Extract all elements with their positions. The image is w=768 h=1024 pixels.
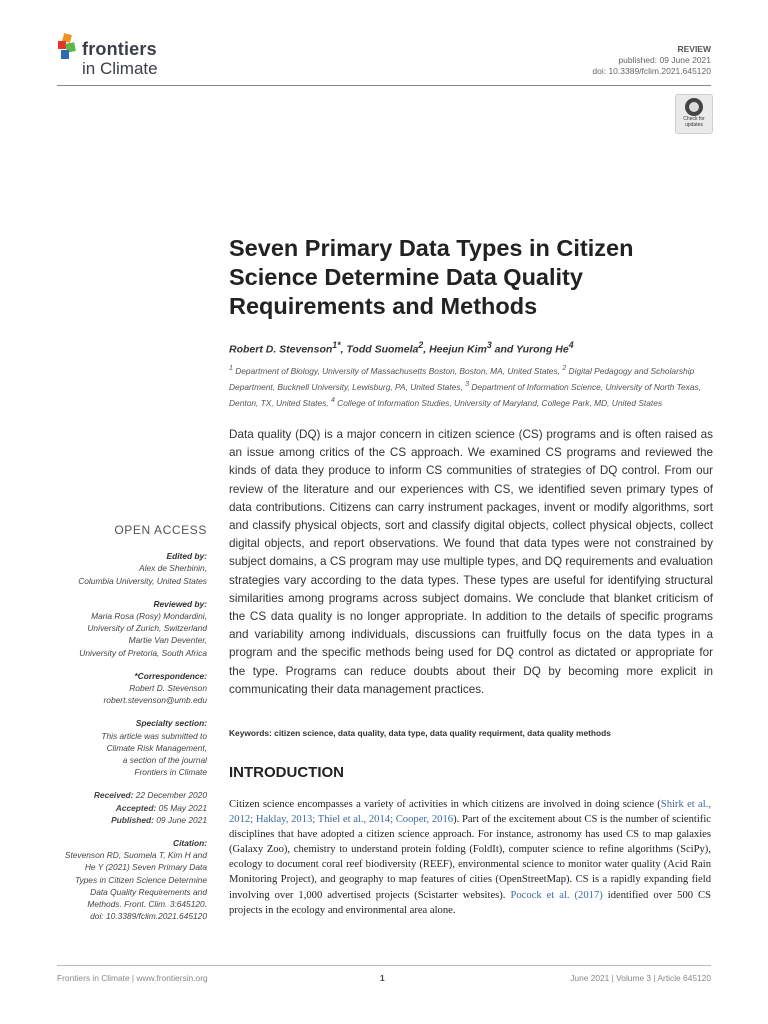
author-name[interactable]: Todd Suomela bbox=[346, 343, 419, 356]
author-name[interactable]: Yurong He bbox=[516, 343, 569, 356]
header-divider bbox=[57, 85, 711, 86]
frontiers-logo-icon bbox=[57, 33, 81, 61]
reviewer-line: University of Pretoria, South Africa bbox=[79, 647, 207, 658]
citation-line: He Y (2021) Seven Primary Data bbox=[84, 862, 207, 873]
reviewed-by-section bbox=[57, 598, 207, 659]
author-name[interactable]: Heejun Kim bbox=[429, 343, 487, 356]
affiliation: Department of Information Science, University of North Texas, Denton, TX, United States, bbox=[229, 381, 702, 408]
citation-doi[interactable]: doi: 10.3389/fclim.2021.645120 bbox=[90, 911, 207, 922]
affiliations bbox=[229, 362, 719, 409]
affil-sup: 3 bbox=[465, 380, 470, 388]
check-updates-icon bbox=[685, 98, 703, 116]
citation-link[interactable]: Pocock et al. (2017) bbox=[510, 889, 603, 901]
published-date: published: 09 June 2021 bbox=[618, 55, 711, 65]
affil-sup: 2 bbox=[562, 365, 567, 372]
intro-text: ). Part of the excitement about CS is the number of scientific disciplines that have adopted a citizen science approach. For instance, astronomy has used CS to map galaxies (Galaxy Zoo), chemistry to understand protein folding (FoldIt), computer science to refine algorithms (SciPy), ecology to document coral reef biodiversity (REEF), environmental science to monitor water quality (Acid Rain Monitoring Project), and geography to map features of cities (OpenStreetMap). CS is a rapidly expanding field involving over 1,000 advertised projects (Scistarter websites). bbox=[229, 814, 711, 901]
author-affil-sup: 4 bbox=[568, 340, 574, 350]
affil-sup: 1 bbox=[229, 365, 233, 372]
citation-line: Stevenson RD, Suomela T, Kim H and bbox=[64, 850, 207, 861]
edited-by-heading: Edited by: bbox=[166, 551, 207, 562]
correspondence-section bbox=[57, 670, 207, 707]
author-name[interactable]: Robert D. Stevenson bbox=[229, 343, 333, 356]
author-affil-sup: 2 bbox=[418, 340, 424, 350]
keywords-list: citizen science, data quality, data type, data quality requirment, data quality methods bbox=[274, 728, 611, 738]
introduction-paragraph bbox=[229, 797, 711, 918]
correspondence-heading: *Correspondence: bbox=[134, 670, 207, 681]
edited-by-section bbox=[57, 550, 207, 587]
citation-section bbox=[57, 837, 207, 922]
received-date bbox=[57, 789, 207, 801]
author-sep: , bbox=[423, 343, 430, 356]
date-label: Accepted: bbox=[115, 802, 157, 813]
abstract: Data quality (DQ) is a major concern in citizen science (CS) programs and is often raised as an issue among critics of the CS approach. We examined CS programs and reviewed the kinds of data they produce to inform CS communities of strategies of DQ control. From our review of the literature and our experiences with CS, we identified seven primary types of data contributions. Citizens can carry instrument packages, invent or modify algorithms, sort and classify physical objects, sort and classify digital objects, collect physical objects, collect digital objects, and report observations. We found that data types were not constrained by subject domains, a CS program may use multiple types, and DQ requirements and evaluation strategies vary according to the data types. These types are useful for identifying structural similarities among programs across subject domains. We conclude that blanket criticism of the CS data quality is no longer appropriate. In addition to the details of specific programs and variability among individuals, discussions can fruitfully focus on the data types in a program and the specific methods being used for DQ control as dictated or appropriate for the type. Programs can reduce doubts about their DQ by becoming more explicit in communicating their data management practices. bbox=[229, 428, 713, 696]
specialty-line: This article was submitted to bbox=[101, 730, 207, 741]
footer-issue-info: June 2021 | Volume 3 | Article 645120 bbox=[570, 973, 711, 983]
citation-line: Types in Citizen Science Determine bbox=[74, 874, 207, 885]
check-for-updates-button[interactable] bbox=[675, 94, 713, 134]
dates-section bbox=[57, 789, 207, 826]
journal-name-frontiers: frontiers bbox=[82, 39, 157, 59]
specialty-line: Frontiers in Climate bbox=[134, 767, 207, 778]
specialty-heading: Specialty section: bbox=[135, 718, 207, 729]
author-list bbox=[229, 340, 574, 356]
date-value: 22 December 2020 bbox=[133, 790, 207, 801]
accepted-date bbox=[57, 802, 207, 814]
reviewed-by-heading: Reviewed by: bbox=[153, 598, 207, 609]
date-value: 09 June 2021 bbox=[153, 814, 207, 825]
open-access-label: OPEN ACCESS bbox=[114, 523, 207, 537]
affiliation: College of Information Studies, University of Maryland, College Park, MD, United States bbox=[334, 397, 663, 408]
journal-name-section: in Climate bbox=[82, 59, 158, 78]
article-doi[interactable]: doi: 10.3389/fclim.2021.645120 bbox=[592, 66, 711, 76]
citation-line: Methods. Front. Clim. 3:645120. bbox=[87, 899, 207, 910]
correspondent-email[interactable]: robert.stevenson@umb.edu bbox=[103, 695, 207, 706]
keywords-label: Keywords: bbox=[229, 728, 272, 738]
author-affil-sup: 3 bbox=[486, 340, 492, 350]
journal-logo[interactable] bbox=[57, 33, 207, 81]
specialty-section bbox=[57, 717, 207, 778]
editor-line: Columbia University, United States bbox=[78, 575, 207, 586]
affil-sup: 4 bbox=[330, 396, 335, 404]
date-label: Published: bbox=[111, 814, 154, 825]
date-value: 05 May 2021 bbox=[156, 802, 207, 813]
section-heading-introduction: INTRODUCTION bbox=[229, 764, 344, 781]
editor-line: Alex de Sherbinin, bbox=[139, 563, 207, 574]
footer-divider bbox=[57, 965, 711, 966]
affiliation: Digital Pedagogy and Scholarship Department, Bucknell University, Lewisburg, PA, United States, bbox=[229, 365, 695, 392]
intro-text: Citizen science encompasses a variety of activities in which citizens are involved in doing science ( bbox=[229, 799, 661, 810]
date-label: Received: bbox=[93, 790, 134, 801]
citation-line: Data Quality Requirements and bbox=[90, 886, 207, 897]
citation-link[interactable]: Shirk et al., 2012; Haklay, 2013; Thiel et al., 2014; Cooper, 2016 bbox=[229, 799, 712, 826]
published-date-side bbox=[57, 814, 207, 826]
specialty-line: Climate Risk Management, bbox=[106, 742, 207, 753]
affiliation: Department of Biology, University of Massachusetts Boston, Boston, MA, United States, bbox=[232, 365, 563, 376]
intro-text: identified over 500 CS projects in the ecology and environmental area alone. bbox=[229, 889, 711, 916]
citation-heading: Citation: bbox=[173, 838, 207, 849]
reviewer-line: Martie Van Deventer, bbox=[128, 635, 207, 646]
author-sep: , bbox=[340, 343, 347, 356]
footer-journal-link[interactable]: Frontiers in Climate | www.frontiersin.org bbox=[57, 973, 208, 983]
check-updates-label: Check for updates bbox=[683, 116, 705, 128]
article-type: REVIEW bbox=[677, 44, 711, 54]
specialty-line: a section of the journal bbox=[122, 755, 207, 766]
correspondent-name: Robert D. Stevenson bbox=[129, 683, 207, 694]
author-sep: and bbox=[491, 343, 517, 356]
article-title: Seven Primary Data Types in Citizen Science Determine Data Quality Requirements and Methods bbox=[229, 235, 634, 319]
page-number: 1 bbox=[380, 973, 385, 983]
article-sidebar bbox=[57, 524, 207, 933]
reviewer-line: University of Zurich, Switzerland bbox=[87, 623, 207, 634]
keywords bbox=[229, 728, 719, 738]
article-meta bbox=[592, 44, 711, 77]
reviewer-line: Maria Rosa (Rosy) Mondardini, bbox=[91, 611, 207, 622]
author-affil-sup: 1* bbox=[332, 340, 341, 350]
